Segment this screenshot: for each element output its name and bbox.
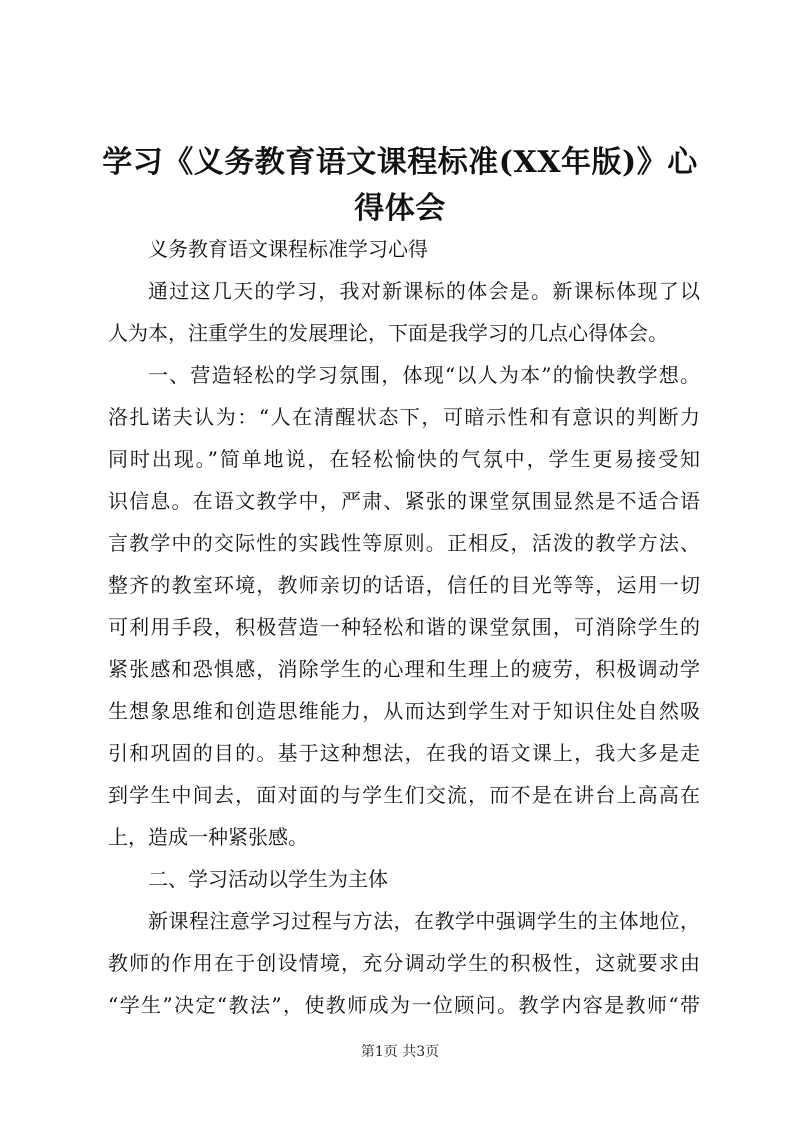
section-heading-line: 二、学习活动以学生为主体: [148, 867, 388, 891]
section-heading-line: 一、营造轻松的学习氛围，体现“以人为本”的愉快教学想。: [148, 363, 700, 387]
paragraph-line: 引和巩固的目的。基于这种想法，在我的语文课上，我大多是走: [108, 741, 700, 765]
subtitle-line: 义务教育语文课程标准学习心得: [148, 237, 428, 261]
paragraph-line: 教师的作用在于创设情境，充分调动学生的积极性，这就要求由: [108, 951, 700, 975]
document-title: [100, 140, 700, 232]
paragraph-line: 可利用手段，积极营造一种轻松和谐的课堂氛围，可消除学生的: [108, 615, 700, 639]
paragraph-line: 紧张感和恐惧感，消除学生的心理和生理上的疲劳，积极调动学: [108, 657, 700, 681]
title-line-1: 学习《义务教育语文课程标准(XX年版)》心: [102, 145, 698, 180]
paragraph-line: 生想象思维和创造思维能力，从而达到学生对于知识住处自然吸: [108, 699, 700, 723]
paragraph-line: 新课程注意学习过程与方法，在教学中强调学生的主体地位，: [148, 909, 700, 933]
paragraph-line: 同时出现。”简单地说，在轻松愉快的气氛中，学生更易接受知: [108, 447, 700, 471]
paragraph-line: 洛扎诺夫认为：“人在清醒状态下，可暗示性和有意识的判断力: [108, 405, 700, 429]
paragraph-line: 通过这几天的学习，我对新课标的体会是。新课标体现了以: [148, 279, 700, 303]
paragraph-line: 到学生中间去，面对面的与学生们交流，而不是在讲台上高高在: [108, 783, 700, 807]
paragraph-line: 识信息。在语文教学中，严肃、紧张的课堂氛围显然是不适合语: [108, 489, 700, 513]
paragraph-line: “学生”决定“教法”，使教师成为一位顾问。教学内容是教师“带: [108, 993, 700, 1017]
title-line-2: 得体会: [354, 191, 446, 226]
paragraph-line: 上，造成一种紧张感。: [108, 825, 308, 849]
paragraph-line: 整齐的教室环境，教师亲切的话语，信任的目光等等，运用一切: [108, 573, 700, 597]
page-footer: 第1页 共3页: [360, 1044, 440, 1060]
paragraph-line: 人为本，注重学生的发展理论，下面是我学习的几点心得体会。: [108, 321, 668, 345]
paragraph-line: 言教学中的交际性的实践性等原则。正相反，活泼的教学方法、: [108, 531, 700, 555]
document-body: [108, 228, 700, 1026]
